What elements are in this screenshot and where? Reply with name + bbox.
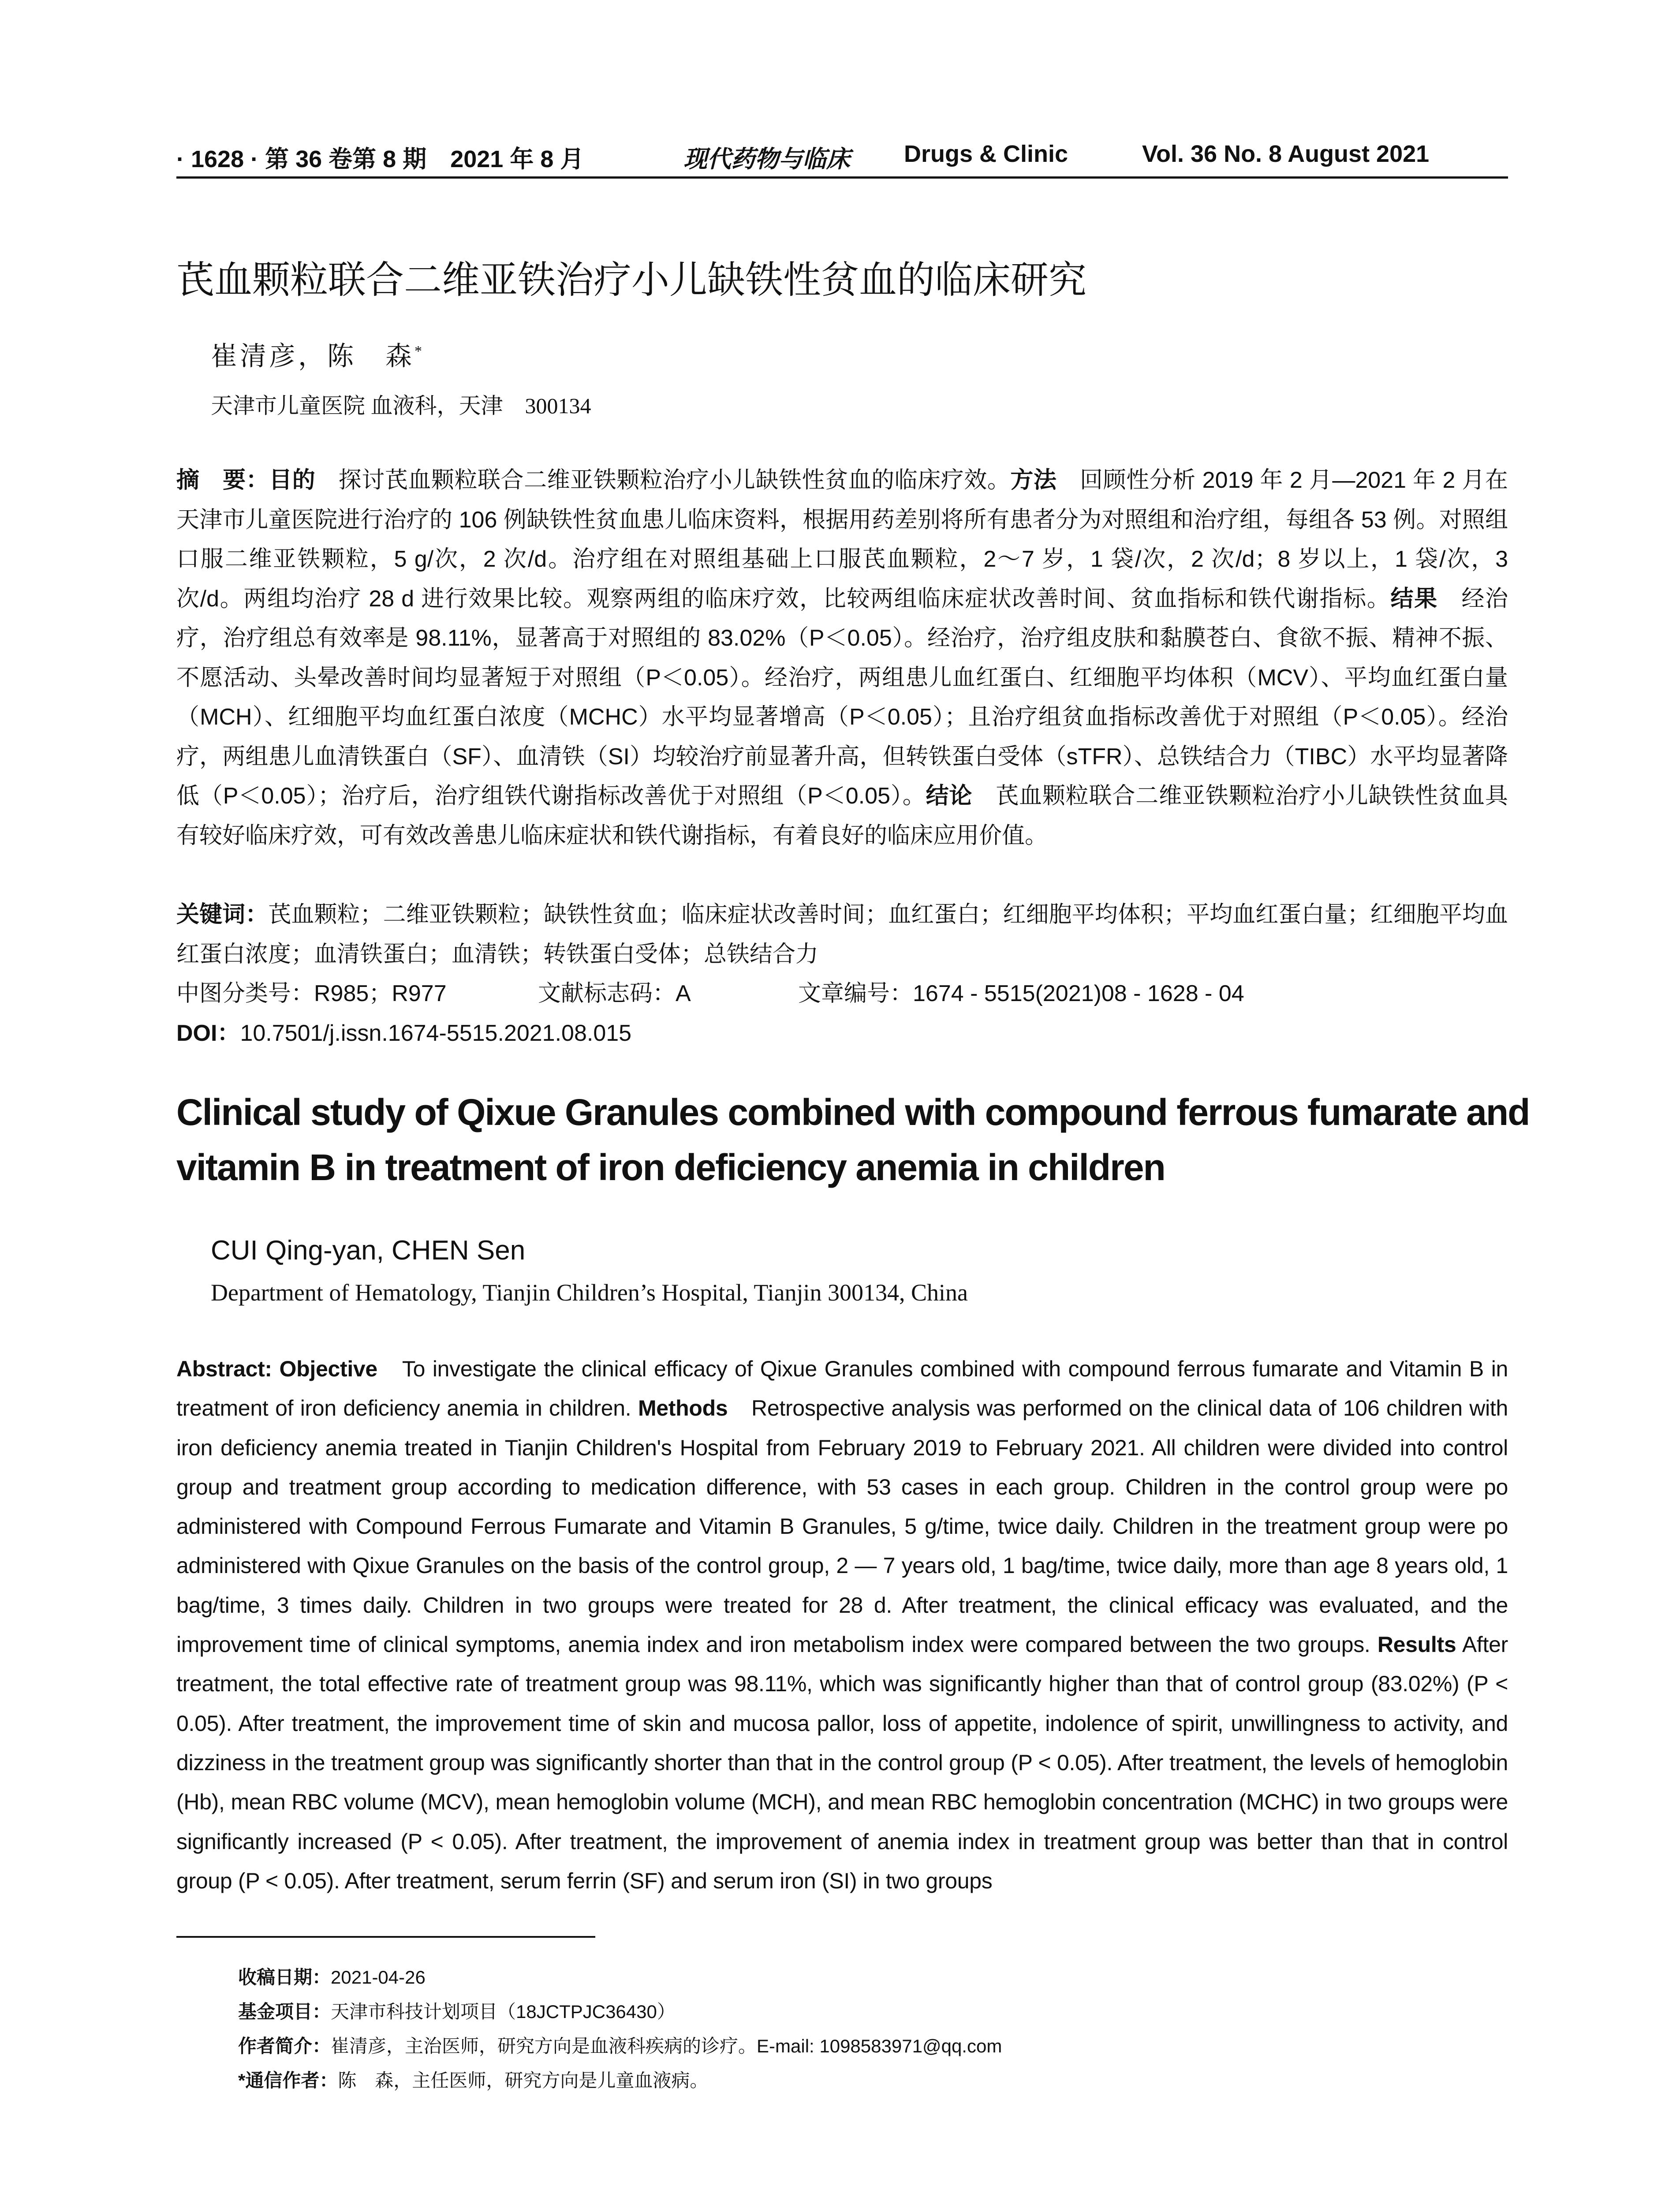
objective-text-cn: 探讨芪血颗粒联合二维亚铁颗粒治疗小儿缺铁性贫血的临床疗效。 (315, 467, 1011, 493)
header-rule (176, 176, 1508, 179)
english-title: Clinical study of Qixue Granules combined with compound ferrous fumarate and vitamin B in treatment of iron deficiency anemia in children (176, 1091, 1530, 1188)
footnote-label: 基金项目： (238, 2001, 331, 2022)
objective-label-en: Objective (279, 1357, 377, 1381)
english-affiliation: Department of Hematology, Tianjin Children’s Hospital, Tianjin 300134, China (211, 1279, 968, 1306)
objective-label-cn: 目的 (269, 467, 316, 493)
doi-value: 10.7501/j.issn.1674-5515.2021.08.015 (240, 1020, 632, 1046)
doi-label: DOI： (176, 1020, 240, 1046)
clc-number: 中图分类号：R985；R977 (176, 981, 447, 1006)
footnote-label: *通信作者： (238, 2070, 338, 2091)
abstract-label-en: Abstract: (176, 1357, 280, 1381)
chinese-abstract (176, 461, 1508, 856)
document-code: 文献标志码：A (538, 981, 691, 1006)
classification-line (176, 975, 1508, 1010)
methods-label-en: Methods (638, 1396, 728, 1421)
footnote-rule (176, 1936, 595, 1938)
page-info: · 1628 · 第 36 卷第 8 期 2021 年 8 月 (176, 146, 584, 172)
results-label-cn: 结果 (1390, 586, 1438, 612)
doi-line (176, 1014, 631, 1047)
chinese-author-names: 崔清彦，陈 森 (211, 342, 414, 371)
footnote-author-bio (238, 2029, 1473, 2063)
objective-text-en: To investigate the clinical efficacy of Qixue Granules combined with compound ferrous fumarate and Vitamin B in treatment of iron deficiency anemia in children. (176, 1357, 1508, 1421)
footnote-label: 收稿日期： (238, 1967, 331, 1988)
footnote-text: 崔清彦，主治医师，研究方向是血液科疾病的诊疗。E-mail: 1098583971@qq.com (331, 2036, 1002, 2056)
journal-name-cn: 现代药物与临床 (683, 145, 850, 173)
footnote-label: 作者简介： (238, 2036, 331, 2056)
methods-text-cn: 回顾性分析 2019 年 2 月—2021 年 2 月在天津市儿童医院进行治疗的 106 例缺铁性贫血患儿临床资料，根据用药差别将所有患者分为对照组和治疗组，每组各 53 例。对照组口服二维亚铁颗粒，5 g/次，2 次/d。治疗组在对照组基础上口服芪血颗粒，2～7 岁，1 袋/次，2 次/d；8 岁以上，1 袋/次，3 次/d。两组均治疗 28 d 进行效果比较。观察两组的临床疗效，比较两组临床症状改善时间、贫血指标和铁代谢指标。 (176, 467, 1508, 612)
running-header (176, 140, 1508, 180)
volume-info: Vol. 36 No. 8 August 2021 (1142, 141, 1430, 167)
conclusion-label-cn: 结论 (926, 783, 973, 809)
results-text-cn: 经治疗，治疗组总有效率是 98.11%，显著高于对照组的 83.02%（P＜0.05）。经治疗，治疗组皮肤和黏膜苍白、食欲不振、精神不振、不愿活动、头晕改善时间均显著短于对照组（P＜0.05）。经治疗，两组患儿血红蛋白、红细胞平均体积（MCV）、平均血红蛋白量（MCH）、红细胞平均血红蛋白浓度（MCHC）水平均显著增高（P＜0.05）；且治疗组贫血指标改善优于对照组（P＜0.05）。经治疗，两组患儿血清铁蛋白（SF）、血清铁（SI）均较治疗前显著升高，但转铁蛋白受体（sTFR）、总铁结合力（TIBC）水平均显著降低（P＜0.05）；治疗后，治疗组铁代谢指标改善优于对照组（P＜0.05）。 (176, 586, 1508, 809)
journal-name-en: Drugs & Clinic (904, 141, 1068, 167)
corresponding-author-mark: * (414, 343, 425, 359)
footnote-funding (238, 1995, 1473, 2029)
results-label-en: Results (1377, 1632, 1456, 1657)
conclusion-text-cn: 芪血颗粒联合二维亚铁颗粒治疗小儿缺铁性贫血具有较好临床疗效，可有效改善患儿临床症状和铁代谢指标，有着良好的临床应用价值。 (176, 783, 1508, 848)
abstract-label-cn: 摘 要： (176, 467, 269, 493)
chinese-affiliation: 天津市儿童医院 血液科，天津 300134 (211, 393, 591, 418)
footnote-text: 2021-04-26 (331, 1967, 426, 1988)
chinese-title: 芪血颗粒联合二维亚铁治疗小儿缺铁性贫血的临床研究 (176, 259, 1086, 301)
english-abstract (176, 1349, 1508, 1901)
footnote-text: 陈 森，主任医师，研究方向是儿童血液病。 (338, 2070, 709, 2091)
footnote-corresponding (238, 2063, 1473, 2098)
keywords-text-cn: 芪血颗粒；二维亚铁颗粒；缺铁性贫血；临床症状改善时间；血红蛋白；红细胞平均体积；平均血红蛋白量；红细胞平均血红蛋白浓度；血清铁蛋白；血清铁；转铁蛋白受体；总铁结合力 (176, 902, 1508, 967)
results-text-en: After treatment, the total effective rate of treatment group was 98.11%, which was significantly higher than that of control group (83.02%) (P < 0.05). After treatment, the improvement time of skin and mucosa pallor, loss of appetite, indolence of spirit, unwillingness to activity, and dizziness in the treatment group was significantly shorter than that in the control group (P < 0.05). After treatment, the levels of hemoglobin (Hb), mean RBC volume (MCV), mean hemoglobin volume (MCH), and mean RBC hemoglobin concentration (MCHC) in two groups were significantly increased (P < 0.05). After treatment, the improvement of anemia index in treatment group was better than that in control group (P < 0.05). After treatment, serum ferrin (SF) and serum iron (SI) in two groups (176, 1632, 1508, 1893)
chinese-authors (211, 335, 425, 373)
chinese-keywords (176, 895, 1508, 974)
english-authors: CUI Qing-yan, CHEN Sen (211, 1235, 526, 1266)
footnote-text: 天津市科技计划项目（18JCTPJC36430） (331, 2001, 676, 2022)
footnote-received (238, 1960, 1473, 1995)
article-number: 文章编号：1674 - 5515(2021)08 - 1628 - 04 (798, 981, 1244, 1006)
footnotes (238, 1960, 1473, 2098)
methods-text-en: Retrospective analysis was performed on the clinical data of 106 children with iron deficiency anemia treated in Tianjin Children's Hospital from February 2019 to February 2021. All children were divided into control group and treatment group according to medication difference, with 53 cases in each group. Children in the control group were po administered with Compound Ferrous Fumarate and Vitamin B Granules, 5 g/time, twice daily. Children in the treatment group were po administered with Qixue Granules on the basis of the control group, 2 — 7 years old, 1 bag/time, twice daily, more than age 8 years old, 1 bag/time, 3 times daily. Children in two groups were treated for 28 d. After treatment, the clinical efficacy was evaluated, and the improvement time of clinical symptoms, anemia index and iron metabolism index were compared between the two groups. (176, 1396, 1508, 1657)
keywords-label-cn: 关键词： (176, 902, 269, 927)
methods-label-cn: 方法 (1010, 467, 1057, 493)
